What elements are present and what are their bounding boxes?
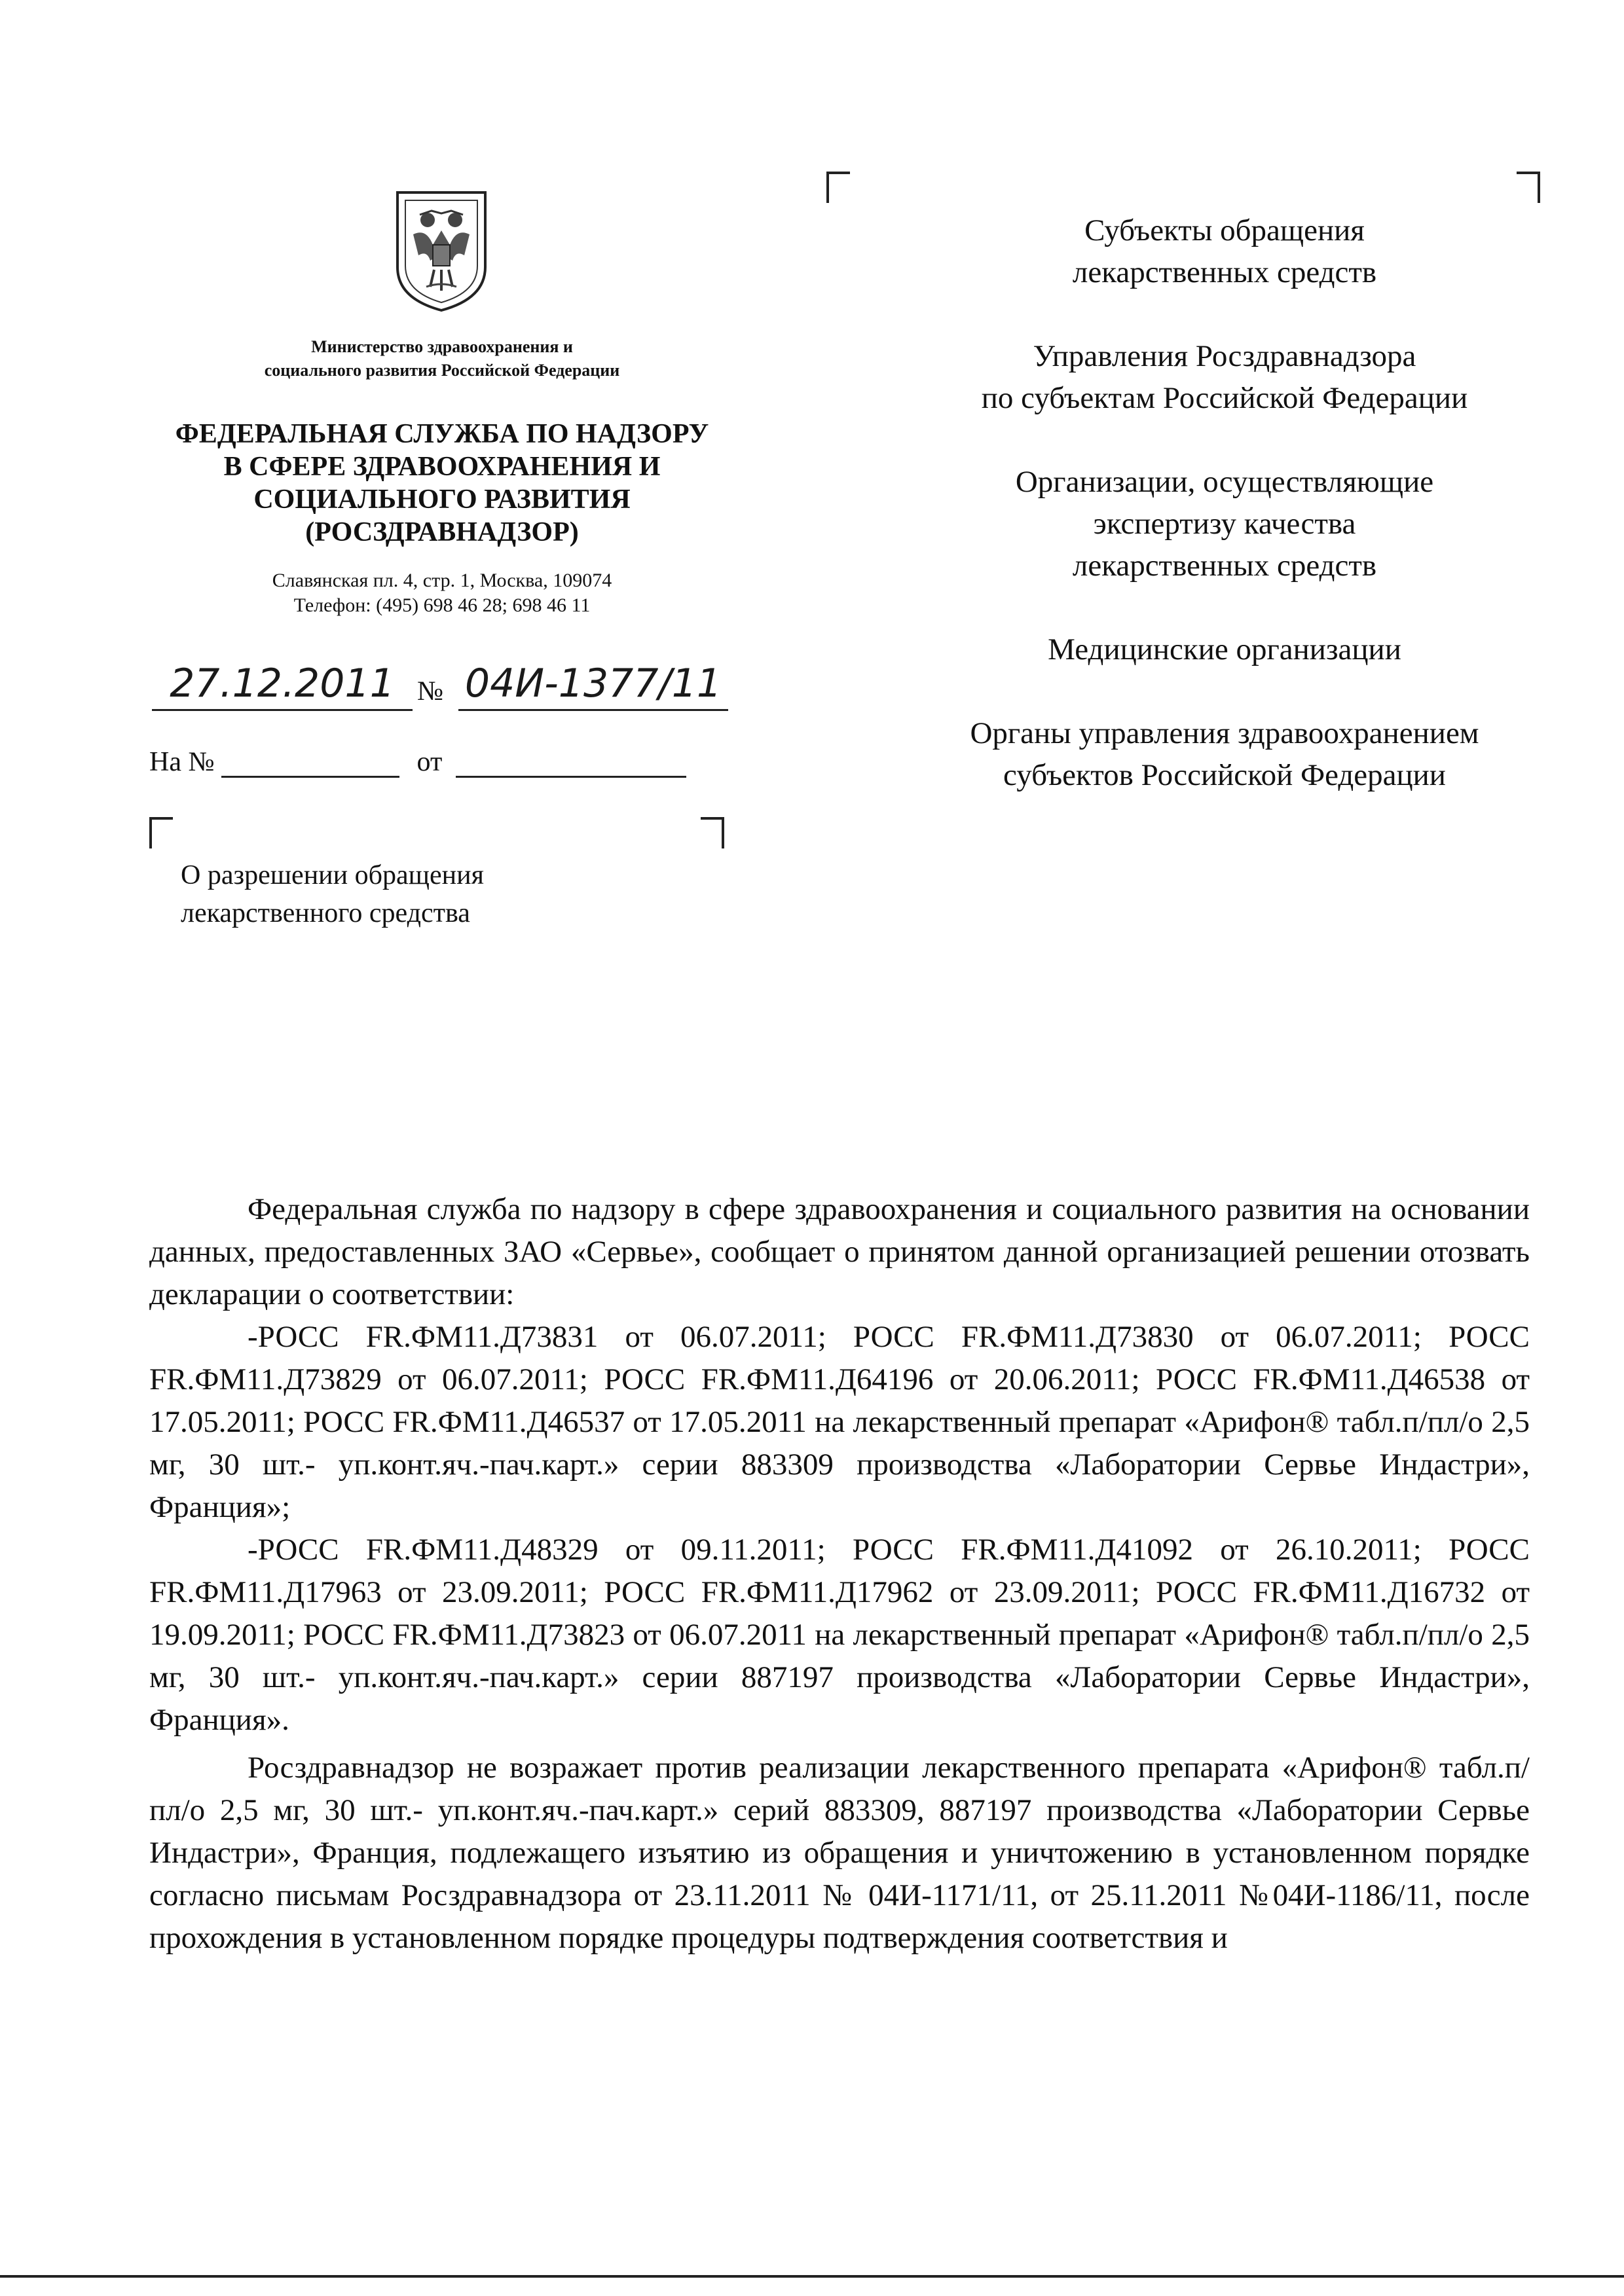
recipient-line: Субъекты обращения xyxy=(1084,213,1365,247)
agency-line-2: В СФЕРЕ ЗДРАВООХРАНЕНИЯ И xyxy=(223,452,661,482)
body-paragraph-2: -РОСС FR.ФМ11.Д73831 от 06.07.2011; РОСС FR.ФМ11.Д73830 от 06.07.2011; РОСС FR.ФМ11.Д73829 от 06.07.2011; РОСС FR.ФМ11.Д64196 от 20.06.2011; РОСС FR.ФМ11.Д46538 от 17.05.2011; РОСС FR.ФМ11.Д46537 от 17.05.2011 на лекарственный препарат «Арифон® табл.п/пл/о 2,5 мг, 30 шт.- уп.конт.яч.-пач.карт.» серии 883309 производства «Лаборатории Сервье Индастри», Франция»; xyxy=(149,1320,1530,1524)
recipient-line: Медицинские организации xyxy=(1048,632,1401,666)
ministry-line-2: социального развития Российской Федерации xyxy=(264,361,620,380)
reply-number-blank xyxy=(221,748,399,778)
reply-from-label: от xyxy=(416,747,443,777)
number-sign: № xyxy=(417,676,444,706)
subject-line-2: лекарственного средства xyxy=(181,898,470,928)
recipient-line: Организации, осуществляющие xyxy=(1015,465,1434,499)
body-paragraph-4: Росздравнадзор не возражает против реализации лекарственного препарата «Арифон® табл.п/пл/о 2,5 мг, 30 шт.- уп.конт.яч.-пач.карт.» серий 883309, 887197 производства «Лаборатории Сервье Индастри», Франция, подлежащего изъятию из обращения и уничтожению в установленном порядке согласно письмам Росздравнадзора от 23.11.2011 № 04И-1171/11, от 25.11.2011 №04И-1186/11, после прохождения в установленном порядке процедуры подтверждения соответствия и xyxy=(149,1751,1530,1955)
recipient-line: по субъектам Российской Федерации xyxy=(981,381,1468,415)
letter-subject xyxy=(181,856,678,932)
body-paragraph-3: -РОСС FR.ФМ11.Д48329 от 09.11.2011; РОСС FR.ФМ11.Д41092 от 26.10.2011; РОСС FR.ФМ11.Д17963 от 23.09.2011; РОСС FR.ФМ11.Д17962 от 23.09.2011; РОСС FR.ФМ11.Д16732 от 19.09.2011; РОСС FR.ФМ11.Д73823 от 06.07.2011 на лекарственный препарат «Арифон® табл.п/пл/о 2,5 мг, 30 шт.- уп.конт.яч.-пач.карт.» серии 887197 производства «Лаборатории Сервье Индастри», Франция». xyxy=(149,1533,1530,1737)
letter-date: 27.12.2011 xyxy=(152,658,413,711)
reply-reference-row xyxy=(149,746,686,778)
ministry-line-1: Министерство здравоохранения и xyxy=(311,337,573,356)
recipient-group-3 xyxy=(891,461,1559,587)
agency-contacts xyxy=(131,568,753,618)
agency-phone: Телефон: (495) 698 46 28; 698 46 11 xyxy=(293,594,591,616)
recipient-line: Управления Росздравнадзора xyxy=(1033,339,1416,373)
recipient-group-1 xyxy=(891,210,1559,293)
subject-line-1: О разрешении обращения xyxy=(181,860,484,890)
agency-address: Славянская пл. 4, стр. 1, Москва, 109074 xyxy=(272,570,612,591)
agency-line-1: ФЕДЕРАЛЬНАЯ СЛУЖБА ПО НАДЗОРУ xyxy=(175,419,709,449)
recipient-line: лекарственных средств xyxy=(1072,255,1377,289)
bottom-edge-rule xyxy=(0,2275,1624,2278)
subject-bracket-left xyxy=(149,817,173,848)
recipient-group-2 xyxy=(891,335,1559,419)
recipient-list xyxy=(891,210,1559,796)
recipient-line: лекарственных средств xyxy=(1072,549,1377,583)
recipient-line: Органы управления здравоохранением xyxy=(970,716,1479,750)
emblem-graphic xyxy=(394,189,489,313)
recipient-line: экспертизу качества xyxy=(1093,507,1356,541)
agency-line-4: (РОСЗДРАВНАДЗОР) xyxy=(305,517,579,547)
ministry-name xyxy=(138,335,747,382)
agency-name xyxy=(98,418,786,549)
letter-number: 04И-1377/11 xyxy=(458,658,728,711)
reply-date-blank xyxy=(456,748,686,778)
recipient-line: субъектов Российской Федерации xyxy=(1003,758,1446,792)
subject-bracket-right xyxy=(701,817,724,848)
letter-body xyxy=(149,1188,1530,1959)
recipient-bracket-right xyxy=(1517,172,1540,203)
body-paragraph-1: Федеральная служба по надзору в сфере здравоохранения и социального развития на основании данных, предоставленных ЗАО «Сервье», сообщает о принятом данной организацией решении отозвать декларации о соответствии: xyxy=(149,1192,1530,1311)
russian-coat-of-arms-icon xyxy=(394,189,489,313)
recipient-bracket-left xyxy=(826,172,850,203)
recipient-group-5 xyxy=(891,712,1559,796)
reply-to-label: На № xyxy=(149,747,215,777)
agency-line-3: СОЦИАЛЬНОГО РАЗВИТИЯ xyxy=(253,484,631,515)
recipient-group-4 xyxy=(891,629,1559,670)
